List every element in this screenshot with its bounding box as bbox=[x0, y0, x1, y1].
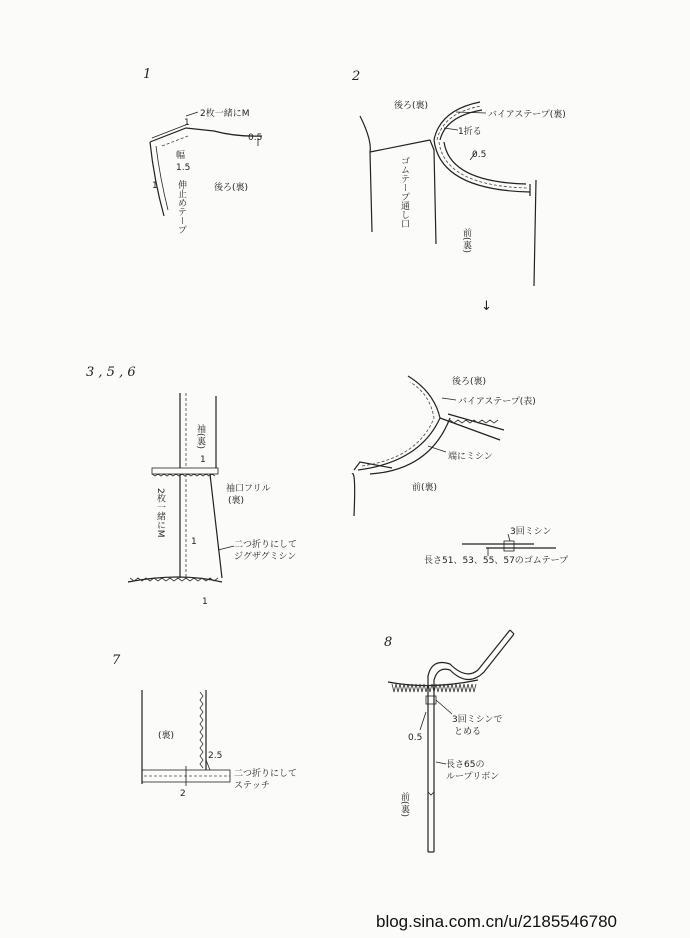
step1-back-label: 後ろ(裏) bbox=[214, 183, 249, 193]
step2-fold-label: 1折る bbox=[458, 127, 482, 137]
step-1-diagram bbox=[143, 67, 262, 234]
step-8-number: 8 bbox=[384, 635, 393, 650]
frill-label-line2: (裏) bbox=[228, 496, 245, 506]
watermark-text: blog.sina.com.cn/u/2185546780 bbox=[376, 912, 618, 931]
step8-ribbon-line2: ループリボン bbox=[446, 772, 500, 782]
step7-fold-line1: 二つ折りにして bbox=[234, 769, 298, 779]
step2-bias-label: バイアステープ(裏) bbox=[488, 110, 566, 120]
step1-together-label: 2枚一緒にM bbox=[200, 109, 250, 119]
sleeve-label: 袖(裏) bbox=[195, 424, 205, 450]
step8-ribbon-line1: 長さ65の bbox=[446, 760, 485, 770]
front-center-line bbox=[430, 140, 436, 244]
step2-rubber-opening: ゴムテープ通し口 bbox=[399, 156, 409, 228]
down-arrow: ↓ bbox=[481, 299, 492, 314]
step7-n2: 2 bbox=[180, 789, 186, 799]
zigzag-label-line1: 二つ折りにして bbox=[234, 540, 298, 550]
frill-right-edge bbox=[210, 474, 222, 578]
step2b-bias-label: バイアステープ(表) bbox=[458, 397, 536, 407]
step8-front-label: 前(裏) bbox=[399, 792, 409, 818]
loop-ribbon-outer bbox=[428, 630, 510, 852]
zigzag-label-line2: ジグザグミシン bbox=[234, 552, 297, 562]
front-neck-outer bbox=[434, 140, 530, 192]
step-356-number: 3 , 5 , 6 bbox=[86, 365, 136, 380]
step2b-stitch3-label: 3回ミシン bbox=[510, 527, 552, 537]
step356-together-label: 2枚一緒にM bbox=[155, 488, 165, 538]
seam-allowance-line bbox=[152, 124, 188, 138]
stay-tape-line bbox=[156, 146, 168, 210]
front-neck-inner bbox=[444, 142, 526, 184]
step1-width-value: 1.5 bbox=[176, 163, 191, 173]
step-2-diagram bbox=[351, 69, 566, 286]
step8-stitch-line2: とめる bbox=[454, 727, 482, 737]
step2-back-label: 後ろ(裏) bbox=[394, 101, 429, 111]
step2b-edge-label: 端にミシン bbox=[448, 452, 493, 462]
step1-n1-top: 1 bbox=[184, 118, 190, 128]
step1-n05: 0.5 bbox=[248, 133, 263, 143]
step1-n1-side: 1 bbox=[152, 181, 158, 191]
step-2b-diagram bbox=[352, 375, 568, 566]
step-356-diagram bbox=[86, 365, 297, 607]
step-1-number: 1 bbox=[143, 67, 152, 82]
shoulder-seam-line bbox=[150, 128, 262, 142]
step2-n05: 0.5 bbox=[472, 150, 487, 160]
step8-stitch-line1: 3回ミシンで bbox=[452, 715, 503, 725]
step2b-front-label: 前(裏) bbox=[412, 483, 438, 493]
step2b-rubber-label: 長さ51、53、55、57のゴムテープ bbox=[424, 556, 569, 566]
step2b-back-label: 後ろ(裏) bbox=[452, 377, 487, 387]
frill-top-band bbox=[152, 468, 218, 474]
loop-ribbon-inner bbox=[434, 634, 514, 852]
step7-n25: 2.5 bbox=[208, 751, 223, 761]
back-neck-line bbox=[358, 376, 440, 470]
frill-label-line1: 袖口フリル bbox=[226, 484, 271, 494]
back-armhole-line bbox=[360, 116, 372, 232]
step8-n05: 0.5 bbox=[408, 733, 423, 743]
step-7-diagram bbox=[112, 653, 297, 799]
step356-n1-top: 1 bbox=[200, 455, 206, 465]
step1-width-label: 幅 bbox=[176, 151, 186, 161]
step7-fold-line2: ステッチ bbox=[234, 781, 270, 791]
step2-front-label: 前(裏) bbox=[461, 228, 471, 254]
front-side-line bbox=[534, 180, 536, 286]
step-8-diagram bbox=[384, 630, 514, 852]
step356-n1-bottom: 1 bbox=[202, 597, 208, 607]
step356-n1-mid: 1 bbox=[191, 537, 197, 547]
bias-tape-end-a bbox=[440, 418, 500, 440]
step-7-number: 7 bbox=[112, 653, 121, 668]
step-2-number: 2 bbox=[352, 69, 361, 84]
step7-ura-label: (裏) bbox=[158, 731, 175, 741]
step1-tape-label: 伸止めテープ bbox=[176, 180, 186, 234]
